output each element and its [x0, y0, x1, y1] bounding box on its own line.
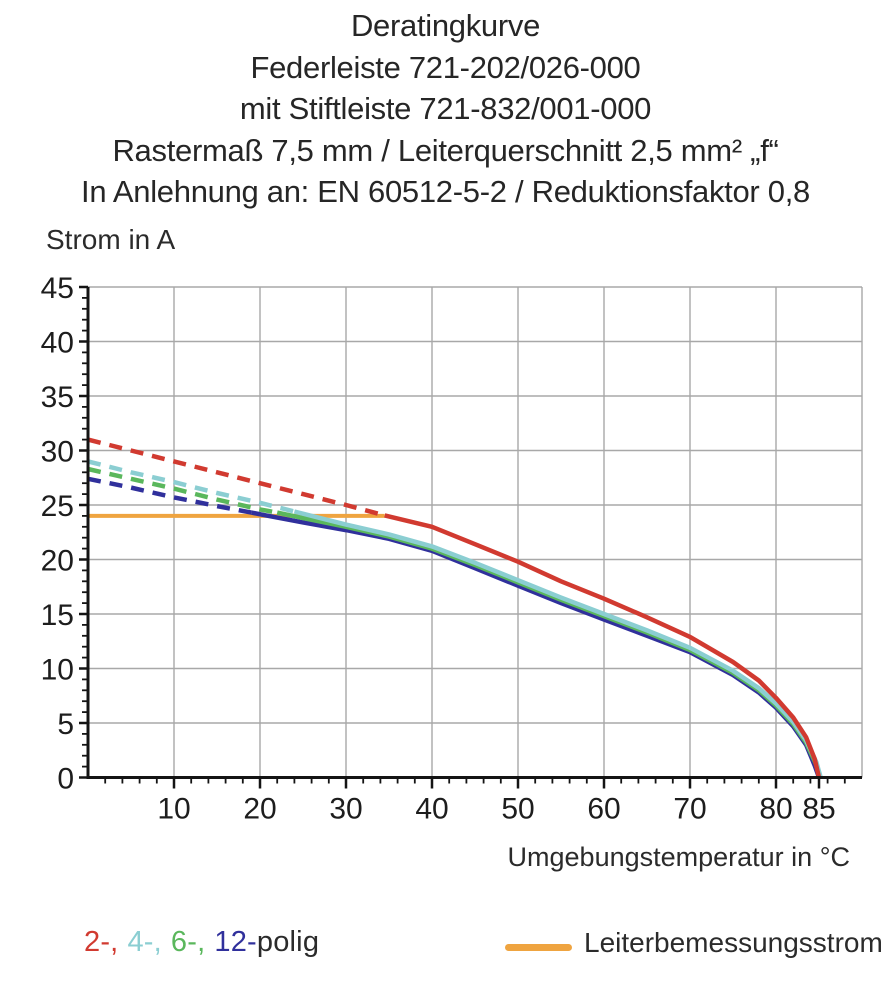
chart-title-block [0, 5, 891, 213]
svg-text:5: 5 [57, 708, 74, 741]
y-axis-title: Strom in A [46, 224, 176, 255]
svg-text:25: 25 [40, 490, 74, 523]
title-line-stiftleiste: mit Stiftleiste 721-832/001-000 [239, 91, 652, 126]
svg-text:15: 15 [40, 599, 74, 632]
svg-text:10: 10 [40, 653, 74, 687]
title-line-rastermass: Rastermaß 7,5 mm / Leiterquerschnitt 2,5 mm² „f“ [112, 132, 779, 168]
x-axis-title: Umgebungstemperatur in °C [507, 842, 850, 872]
legend-item-6polig: 6-, [170, 926, 206, 958]
legend-item-12polig: 12- [214, 926, 257, 958]
legend-poles-suffix: polig [256, 926, 320, 958]
svg-text:40: 40 [40, 326, 74, 360]
title-line-federleiste: Federleiste 721-202/026-000 [250, 49, 641, 85]
svg-text:20: 20 [243, 792, 277, 826]
svg-text:70: 70 [673, 792, 707, 826]
rated-current-line-swatch [505, 944, 572, 951]
svg-text:50: 50 [501, 792, 535, 826]
title-line-product: Deratingkurve [350, 8, 541, 43]
legend-item-4polig: 4-, [127, 926, 162, 958]
svg-text:80: 80 [759, 792, 793, 826]
svg-text:20: 20 [40, 544, 74, 578]
svg-text:85: 85 [802, 792, 836, 826]
svg-text:10: 10 [157, 792, 191, 826]
legend-poles [84, 926, 319, 959]
svg-text:30: 30 [329, 792, 363, 826]
legend-rated-label: Leiterbemessungsstrom [584, 927, 883, 958]
legend-item-2polig: 2-, [84, 926, 119, 958]
svg-text:30: 30 [40, 435, 74, 469]
svg-text:60: 60 [587, 792, 621, 826]
svg-text:40: 40 [415, 792, 449, 826]
title-line-norm: In Anlehnung an: EN 60512-5-2 / Reduktionsfaktor 0,8 [81, 174, 810, 209]
svg-text:0: 0 [57, 762, 74, 796]
svg-text:45: 45 [40, 272, 74, 305]
svg-text:35: 35 [40, 381, 74, 414]
